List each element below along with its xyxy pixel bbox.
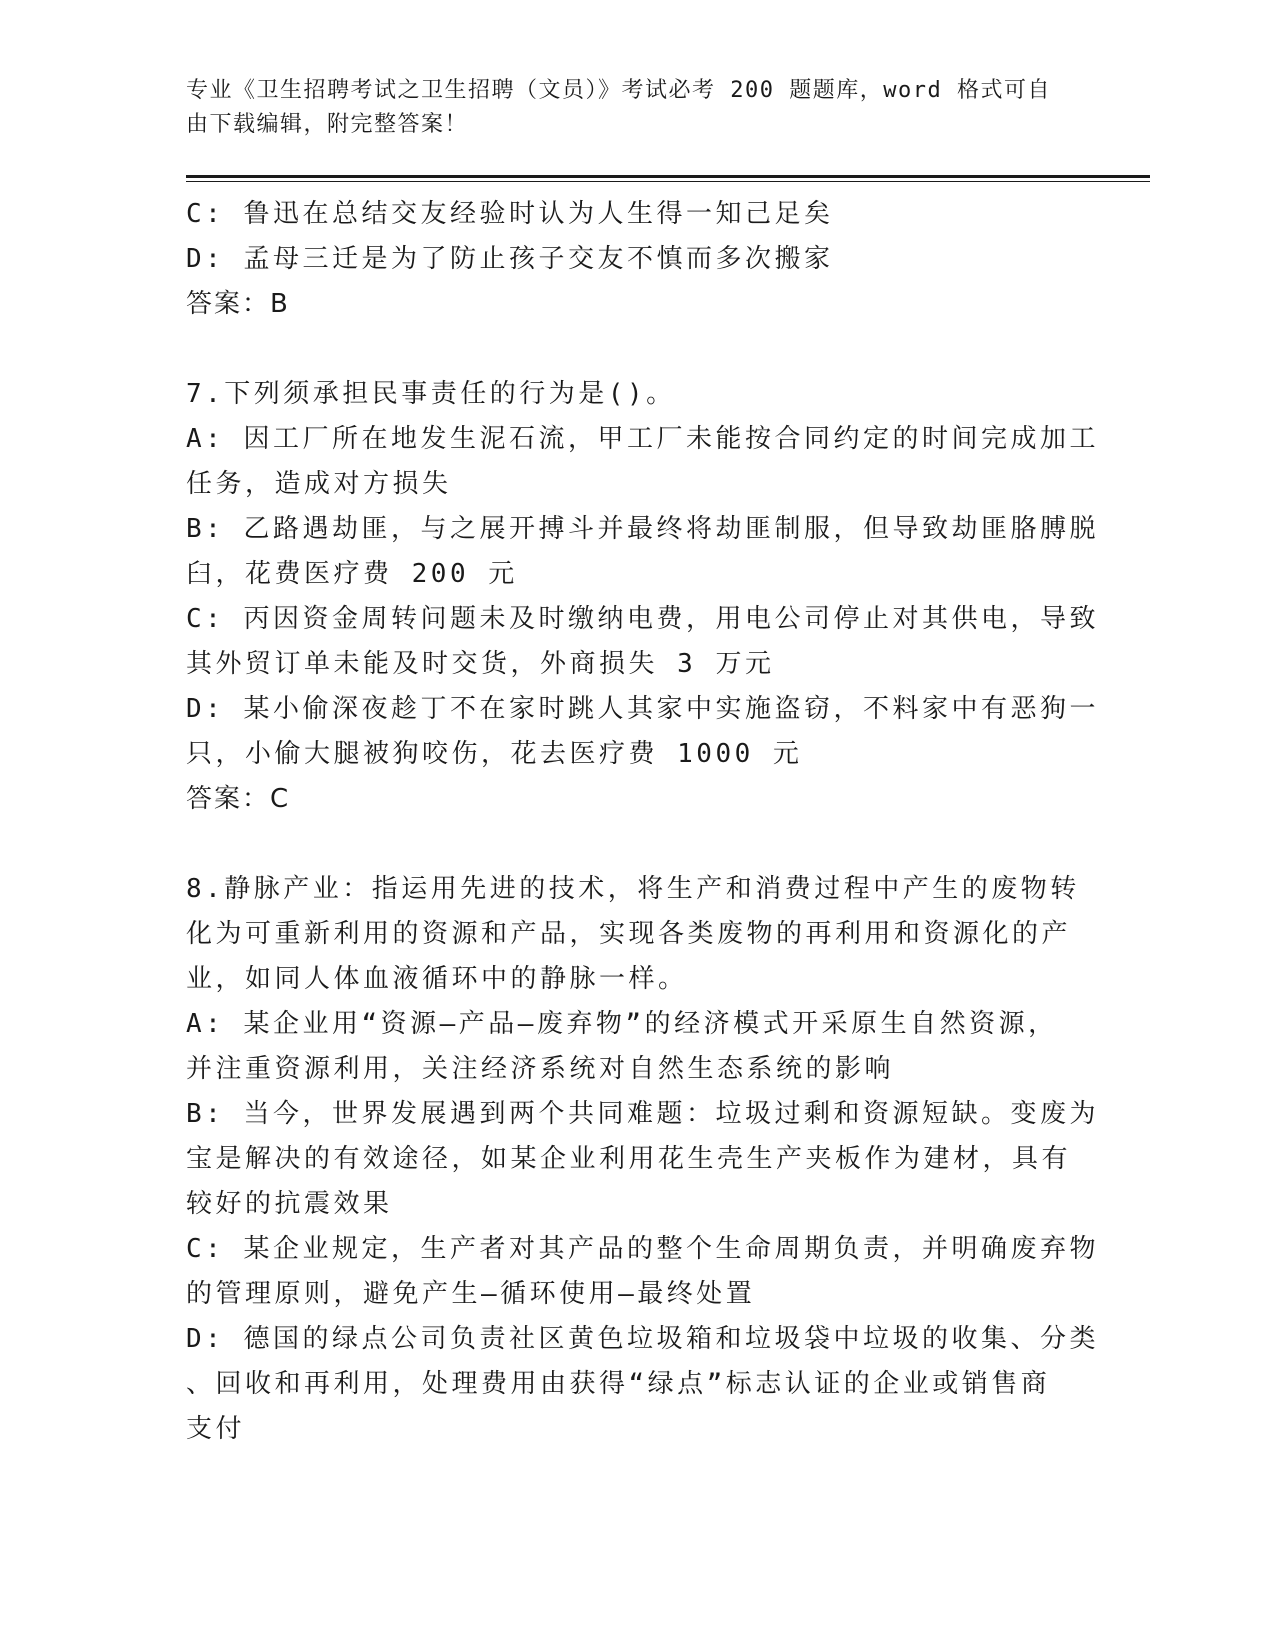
q8-stem-line-3: 业，如同人体血液循环中的静脉一样。 (186, 964, 688, 994)
q7-stem: 7.下列须承担民事责任的行为是()。 (186, 379, 676, 409)
q8-option-d-line-3: 支付 (186, 1414, 246, 1444)
header-line-2: 由下载编辑，附完整答案！ (186, 112, 469, 137)
spacer (186, 822, 1086, 867)
q7-option-b-line-1: B: 乙路遇劫匪，与之展开搏斗并最终将劫匪制服，但导致劫匪胳膊脱 (186, 514, 1099, 544)
q7-option-a-line-1: A: 因工厂所在地发生泥石流，甲工厂未能按合同约定的时间完成加工 (186, 424, 1099, 454)
q8-option-a-line-2: 并注重资源利用，关注经济系统对自然生态系统的影响 (186, 1054, 895, 1084)
q8-option-d-line-1: D: 德国的绿点公司负责社区黄色垃圾箱和垃圾袋中垃圾的收集、分类 (186, 1324, 1099, 1354)
document-body (186, 192, 1099, 1452)
prev-option-c: C: 鲁迅在总结交友经验时认为人生得一知己足矣 (186, 199, 834, 229)
q8-option-b-line-2: 宝是解决的有效途径，如某企业利用花生壳生产夹板作为建材，具有 (186, 1144, 1072, 1174)
q8-option-b-line-3: 较好的抗震效果 (186, 1189, 393, 1219)
q8-stem-line-1: 8.静脉产业：指运用先进的技术，将生产和消费过程中产生的废物转 (186, 874, 1080, 904)
header-divider-thin (186, 181, 1150, 182)
q7-option-d-line-1: D: 某小偷深夜趁丁不在家时跳人其家中实施盗窃，不料家中有恶狗一 (186, 694, 1099, 724)
q7-option-b-line-2: 臼，花费医疗费 200 元 (186, 559, 518, 589)
q7-option-a-line-2: 任务，造成对方损失 (186, 469, 452, 499)
q7-option-c-line-1: C: 丙因资金周转问题未及时缴纳电费，用电公司停止对其供电，导致 (186, 604, 1099, 634)
header-line-1: 专业《卫生招聘考试之卫生招聘（文员）》考试必考 200 题题库，word 格式可自 (186, 78, 1051, 103)
q7-answer: 答案：C (186, 784, 291, 814)
q8-stem-line-2: 化为可重新利用的资源和产品，实现各类废物的再利用和资源化的产 (186, 919, 1072, 949)
q8-option-b-line-1: B: 当今，世界发展遇到两个共同难题：垃圾过剩和资源短缺。变废为 (186, 1099, 1099, 1129)
q7-option-c-line-2: 其外贸订单未能及时交货，外商损失 3 万元 (186, 649, 775, 679)
q8-option-d-line-2: 、回收和再利用，处理费用由获得“绿点”标志认证的企业或销售商 (186, 1369, 1051, 1399)
q8-option-a-line-1: A: 某企业用“资源—产品—废弃物”的经济模式开采原生自然资源， (186, 1009, 1058, 1039)
document-header (186, 74, 1066, 142)
q7-option-d-line-2: 只，小偷大腿被狗咬伤，花去医疗费 1000 元 (186, 739, 803, 769)
q8-option-c-line-2: 的管理原则，避免产生—循环使用—最终处置 (186, 1279, 756, 1309)
spacer (186, 327, 1086, 372)
prev-answer: 答案：B (186, 289, 290, 319)
q8-option-c-line-1: C: 某企业规定，生产者对其产品的整个生命周期负责，并明确废弃物 (186, 1234, 1099, 1264)
header-divider-thick (186, 175, 1150, 178)
prev-option-d: D: 孟母三迁是为了防止孩子交友不慎而多次搬家 (186, 244, 834, 274)
